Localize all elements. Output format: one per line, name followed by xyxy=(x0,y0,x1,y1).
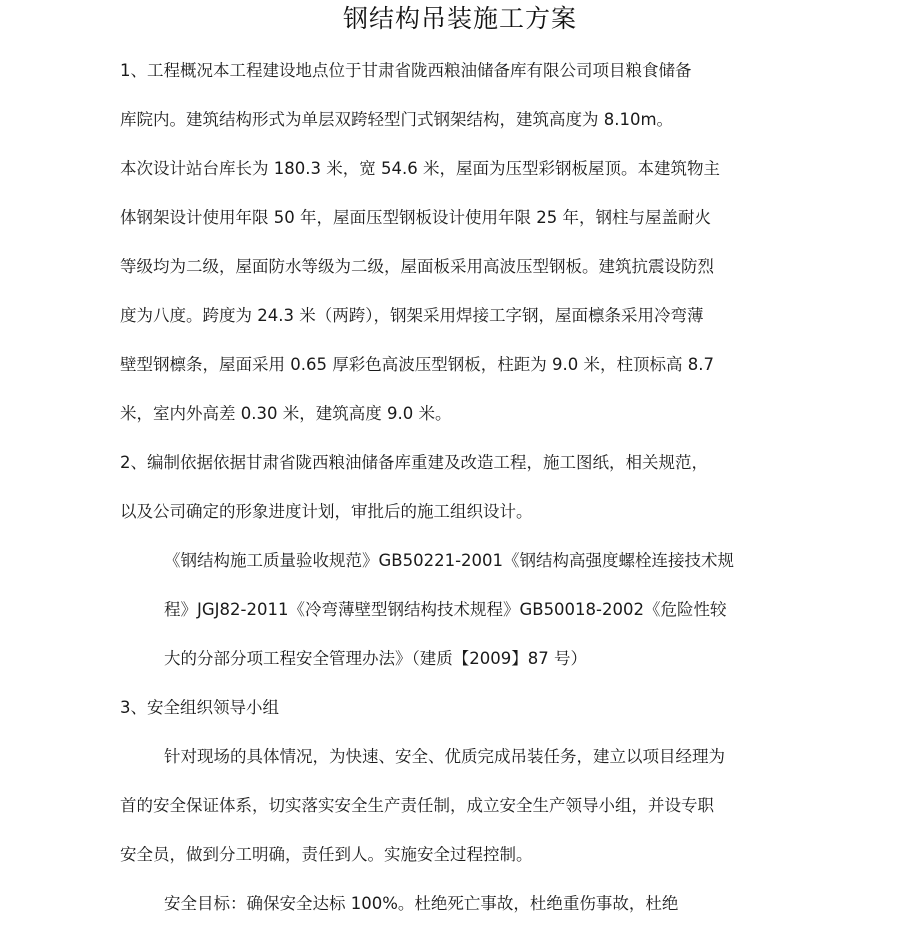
paragraph-line: 2、编制依据依据甘肃省陇西粮油储备库重建及改造工程，施工图纸，相关规范， xyxy=(120,453,708,472)
paragraph-line: 首的安全保证体系，切实落实安全生产责任制，成立安全生产领导小组，并设专职 xyxy=(120,796,714,815)
paragraph-line: 以及公司确定的形象进度计划，审批后的施工组织设计。 xyxy=(120,502,533,521)
paragraph-line: 壁型钢檩条，屋面采用 0.65 厚彩色高波压型钢板，柱距为 9.0 米，柱顶标高 8.7 xyxy=(120,355,714,374)
reference-line: 程》JGJ82-2011《冷弯薄壁型钢结构技术规程》GB50018-2002《危险性较 xyxy=(164,600,727,619)
paragraph-line: 本次设计站台库长为 180.3 米，宽 54.6 米，屋面为压型彩钢板屋顶。本建筑物主 xyxy=(120,159,720,178)
paragraph-line: 针对现场的具体情况，为快速、安全、优质完成吊装任务，建立以项目经理为 xyxy=(164,747,725,766)
paragraph-line: 等级均为二级，屋面防水等级为二级，屋面板采用高波压型钢板。建筑抗震设防烈 xyxy=(120,257,714,276)
paragraph-line: 库院内。建筑结构形式为单层双跨轻型门式钢架结构，建筑高度为 8.10m。 xyxy=(120,110,674,129)
paragraph-line: 安全员，做到分工明确，责任到人。实施安全过程控制。 xyxy=(120,845,533,864)
paragraph-line: 体钢架设计使用年限 50 年，屋面压型钢板设计使用年限 25 年，钢柱与屋盖耐火 xyxy=(120,208,711,227)
paragraph-line: 米，室内外高差 0.30 米，建筑高度 9.0 米。 xyxy=(120,404,452,423)
document-title: 钢结构吊装施工方案 xyxy=(342,4,577,33)
reference-line: 大的分部分项工程安全管理办法》（建质【2009】87 号） xyxy=(164,649,587,668)
reference-line: 《钢结构施工质量验收规范》GB50221-2001《钢结构高强度螺栓连接技术规 xyxy=(164,551,735,570)
section-heading: 3、安全组织领导小组 xyxy=(120,698,279,717)
paragraph-line: 度为八度。跨度为 24.3 米（两跨），钢架采用焊接工字钢，屋面檩条采用冷弯薄 xyxy=(120,306,704,325)
paragraph-line: 1、工程概况本工程建设地点位于甘肃省陇西粮油储备库有限公司项目粮食储备 xyxy=(120,61,692,80)
paragraph-line: 安全目标：确保安全达标 100%。杜绝死亡事故，杜绝重伤事故，杜绝 xyxy=(164,894,679,913)
